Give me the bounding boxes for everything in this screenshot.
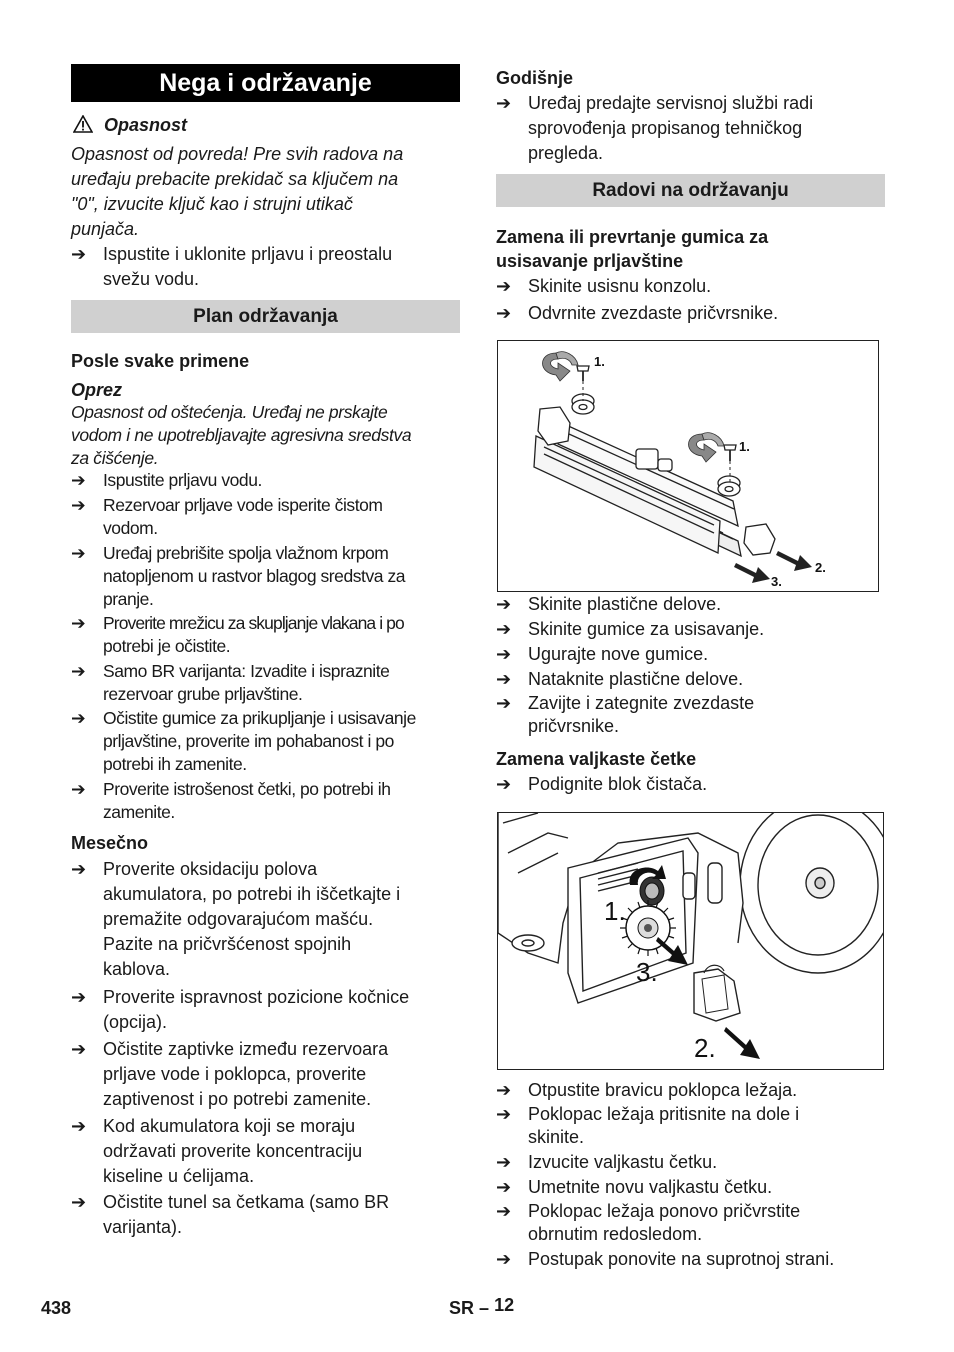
- roller-figure: [497, 812, 884, 1070]
- right-arrow-icon: ➔: [496, 1177, 512, 1197]
- squeegee-figure: [497, 340, 879, 592]
- text-line: Proverite mrežicu za skupljanje vlakana i po: [103, 613, 404, 633]
- step-item: [496, 1150, 885, 1175]
- text-line: skinite.: [528, 1127, 585, 1147]
- text-line: vodom i ne upotrebljavajte agresivna sredstva: [71, 425, 412, 445]
- step-item: [496, 667, 885, 692]
- right-arrow-icon: ➔: [71, 661, 86, 681]
- text-line: Skinite plastične delove.: [528, 594, 722, 614]
- text-line: prljavštine, proverite im pohabanost i po: [103, 731, 394, 751]
- right-arrow-icon: ➔: [496, 303, 512, 323]
- text-line: Proverite ispravnost pozicione kočnice: [103, 987, 410, 1007]
- figure-label: 2.: [815, 560, 826, 575]
- text-line: Zavijte i zategnite zvezdaste: [528, 693, 755, 713]
- step-item: [496, 1175, 885, 1200]
- warning-text: [71, 142, 460, 242]
- step-item: [496, 91, 885, 166]
- text-line: održavati proverite koncentraciju: [103, 1141, 363, 1161]
- text-line: Očistite zaptivke između rezervoara: [103, 1039, 389, 1059]
- text-line: Pazite na pričvršćenost spojnih: [103, 934, 352, 954]
- text-line: zamenite.: [103, 802, 175, 822]
- section-title: Nega i održavanje: [71, 64, 460, 102]
- text-line: zaptivenost i po potrebi zamenite.: [103, 1089, 372, 1109]
- text-line: kiseline u ćelijama.: [103, 1166, 255, 1186]
- right-arrow-icon: ➔: [71, 1192, 87, 1212]
- step-item: [71, 707, 471, 776]
- text-line: Očistite gumice za prikupljanje i usisavanje: [103, 708, 416, 728]
- text-line: potrebi ih zamenite.: [103, 754, 247, 774]
- roller-heading: Zamena valjkaste četke: [496, 749, 697, 769]
- text-line: pranje.: [103, 589, 154, 609]
- text-line: varijanta).: [103, 1217, 183, 1237]
- text-line: (opcija).: [103, 1012, 168, 1032]
- plan-title: Plan održavanja: [71, 300, 460, 333]
- text-line: Nataknite plastične delove.: [528, 669, 744, 689]
- text-line: sprovođenja propisanog tehničkog: [528, 118, 803, 138]
- text-line: Kod akumulatora koji se moraju: [103, 1116, 356, 1136]
- step-item: [496, 592, 885, 617]
- right-arrow-icon: ➔: [496, 1152, 512, 1172]
- monthly-heading: Mesečno: [71, 833, 149, 853]
- text-line: za čišćenje.: [71, 448, 159, 468]
- step-item: [71, 1037, 460, 1112]
- text-line: natopljenom u rastvor blagog sredstva za: [103, 566, 406, 586]
- step-item: [496, 772, 885, 797]
- right-arrow-icon: ➔: [71, 1116, 87, 1136]
- step-item: [496, 617, 885, 642]
- figure-label: 1.: [594, 354, 605, 369]
- text-line: Uređaj predajte servisnoj službi radi: [528, 93, 814, 113]
- step-item: [71, 1190, 460, 1240]
- text-line: Proverite oksidaciju polova: [103, 859, 318, 879]
- right-arrow-icon: ➔: [496, 1249, 512, 1269]
- text-line: Ispustite prljavu vodu.: [103, 470, 262, 490]
- text-line: premažite odgovarajućom mašću.: [103, 909, 374, 929]
- right-arrow-icon: ➔: [496, 619, 512, 639]
- text-line: prljave vode i poklopca, proverite: [103, 1064, 367, 1084]
- step-item: [71, 778, 471, 824]
- step-item: [71, 242, 460, 292]
- right-arrow-icon: ➔: [496, 1104, 512, 1124]
- text-line: Očistite tunel sa četkama (samo BR: [103, 1192, 390, 1212]
- right-arrow-icon: ➔: [71, 987, 87, 1007]
- right-arrow-icon: ➔: [71, 779, 86, 799]
- text-line: svežu vodu.: [103, 269, 200, 289]
- right-arrow-icon: ➔: [71, 470, 86, 490]
- text-line: vodom.: [103, 518, 158, 538]
- text-line: rezervoar grube prljavštine.: [103, 684, 303, 704]
- step-item: [71, 660, 471, 706]
- right-arrow-icon: ➔: [71, 244, 87, 264]
- footer-section-code: SR: [449, 1298, 475, 1318]
- step-item: [71, 469, 471, 492]
- right-arrow-icon: ➔: [496, 594, 512, 614]
- text-line: Izvucite valjkastu četku.: [528, 1152, 718, 1172]
- figure-label: 2.: [694, 1033, 716, 1063]
- text-line: Umetnite novu valjkastu četku.: [528, 1177, 773, 1197]
- step-item: [71, 1114, 460, 1189]
- step-item: [496, 274, 885, 299]
- step-item: [496, 1200, 885, 1246]
- figure-label: 3.: [771, 574, 782, 589]
- right-arrow-icon: ➔: [496, 276, 512, 296]
- right-arrow-icon: ➔: [71, 708, 86, 728]
- right-arrow-icon: ➔: [496, 693, 512, 713]
- step-item: [496, 692, 885, 738]
- step-item: [496, 1247, 896, 1272]
- right-arrow-icon: ➔: [496, 669, 512, 689]
- footer-dash: –: [479, 1298, 490, 1318]
- text-line: Podignite blok čistača.: [528, 774, 708, 794]
- text-line: Zamena ili prevrtanje gumica za: [496, 227, 769, 247]
- text-line: potrebi je očistite.: [103, 636, 231, 656]
- squeegee-drawing: [498, 341, 878, 591]
- text-line: Poklopac ležaja pritisnite na dole i: [528, 1104, 800, 1124]
- right-arrow-icon: ➔: [71, 613, 86, 633]
- text-line: Uređaj prebrišite spolja vlažnom krpom: [103, 543, 389, 563]
- step-item: [71, 612, 471, 658]
- text-line: "0", izvucite ključ kao i strujni utikač: [71, 194, 353, 214]
- text-line: pričvrsnike.: [528, 716, 620, 736]
- text-line: usisavanje prljavštine: [496, 251, 684, 271]
- text-line: kablova.: [103, 959, 171, 979]
- step-item: [496, 642, 885, 667]
- text-line: Rezervoar prljave vode isperite čistom: [103, 495, 383, 515]
- right-arrow-icon: ➔: [496, 1080, 512, 1100]
- caution-text: [71, 401, 471, 470]
- text-line: pregleda.: [528, 143, 604, 163]
- figure-label: 1.: [604, 896, 626, 926]
- right-arrow-icon: ➔: [496, 1201, 512, 1221]
- footer-sub-page: 12: [494, 1295, 515, 1315]
- text-line: Poklopac ležaja ponovo pričvrstite: [528, 1201, 801, 1221]
- text-line: Opasnost od povreda! Pre svih radova na: [71, 144, 404, 164]
- right-arrow-icon: ➔: [71, 859, 87, 879]
- after-use-heading: Posle svake primene: [71, 351, 250, 371]
- step-item: [496, 301, 885, 326]
- page-number: 438: [41, 1298, 72, 1318]
- footer-section: [449, 1295, 515, 1319]
- warning-label: Opasnost: [104, 115, 188, 135]
- step-item: [71, 985, 460, 1035]
- text-line: Samo BR varijanta: Izvadite i ispraznite: [103, 661, 390, 681]
- work-title: Radovi na održavanju: [496, 174, 885, 207]
- yearly-heading: Godišnje: [496, 68, 574, 88]
- text-line: Ugurajte nove gumice.: [528, 644, 709, 664]
- text-line: obrnutim redosledom.: [528, 1224, 703, 1244]
- right-arrow-icon: ➔: [496, 774, 512, 794]
- right-arrow-icon: ➔: [71, 495, 86, 515]
- text-line: Odvrnite zvezdaste pričvrsnike.: [528, 303, 779, 323]
- text-line: Opasnost od oštećenja. Uređaj ne prskajte: [71, 402, 388, 422]
- right-arrow-icon: ➔: [71, 543, 86, 563]
- text-line: Otpustite bravicu poklopca ležaja.: [528, 1080, 798, 1100]
- text-line: Skinite gumice za usisavanje.: [528, 619, 765, 639]
- step-item: [71, 542, 471, 611]
- figure-label: 3.: [636, 957, 658, 987]
- step-item: [496, 1078, 885, 1103]
- right-arrow-icon: ➔: [496, 644, 512, 664]
- roller-drawing: [498, 813, 883, 1069]
- right-arrow-icon: ➔: [71, 1039, 87, 1059]
- step-item: [71, 494, 471, 540]
- text-line: akumulatora, po potrebi ih iščetkajte i: [103, 884, 401, 904]
- text-line: Postupak ponovite na suprotnoj strani.: [528, 1249, 835, 1269]
- caution-label: Oprez: [71, 380, 123, 400]
- warning-triangle-icon: [73, 115, 93, 133]
- text-line: uređaju prebacite prekidač sa ključem na: [71, 169, 399, 189]
- step-item: [71, 857, 460, 982]
- squeegee-heading: [496, 225, 885, 273]
- text-line: Skinite usisnu konzolu.: [528, 276, 712, 296]
- step-item: [496, 1103, 885, 1149]
- text-line: Ispustite i uklonite prljavu i preostalu: [103, 244, 393, 264]
- text-line: Proverite istrošenost četki, po potrebi ih: [103, 779, 391, 799]
- figure-label: 1.: [739, 439, 750, 454]
- text-line: punjača.: [71, 219, 140, 239]
- right-arrow-icon: ➔: [496, 93, 512, 113]
